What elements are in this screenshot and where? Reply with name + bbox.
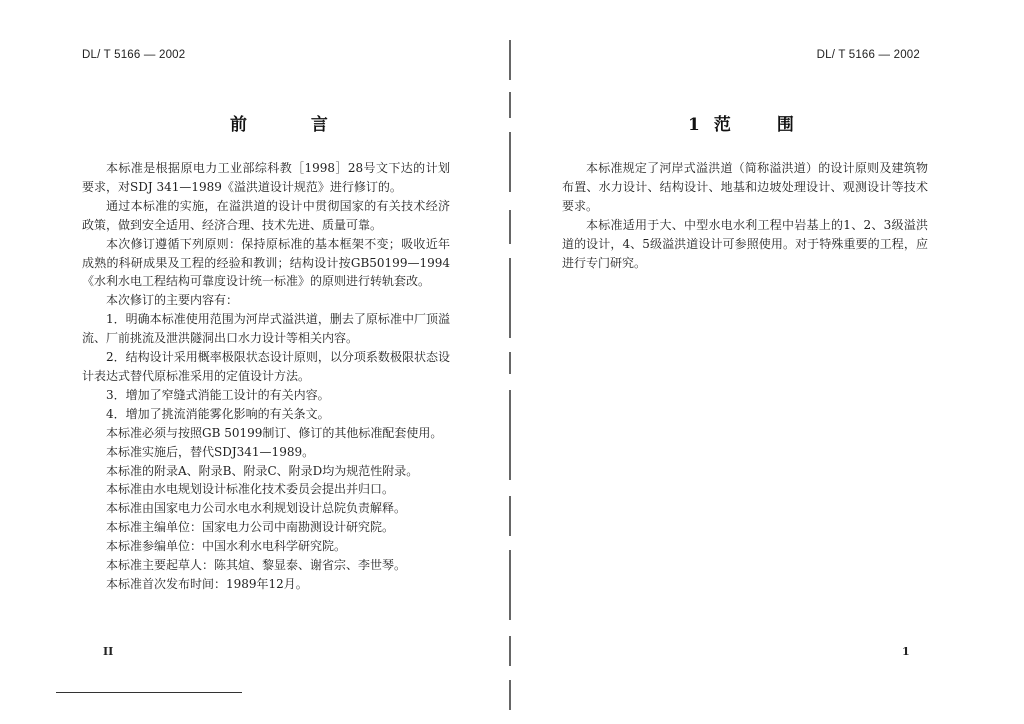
foreword-paragraph: 本标准必须与按照GB 50199制订、修订的其他标准配套使用。	[106, 425, 443, 440]
foreword-paragraph: 本标准由国家电力公司水电水利规划设计总院负责解释。	[106, 501, 407, 516]
section-number: 1	[688, 115, 700, 135]
scope-paragraph: 本标准规定了河岸式溢洪道（简称溢洪道）的设计原则及建筑物布置、水力设计、结构设计、地基和边坡处理设计、观测设计等技术要求。	[562, 161, 928, 213]
foreword-paragraph: 通过本标准的实施，在溢洪道的设计中贯彻国家的有关技术经济政策，做到安全适用、经济合理、技术先进、质量可靠。	[82, 198, 450, 232]
left-page-number: II	[103, 645, 114, 658]
foreword-paragraph: 本标准实施后，替代SDJ341—1989。	[106, 444, 315, 459]
right-page-number: 1	[902, 645, 910, 658]
section-title-word-2: 围	[776, 115, 794, 135]
foreword-paragraph: 本标准主要起草人：陈其煊、黎显泰、谢省宗、李世琴。	[106, 558, 407, 573]
foreword-paragraph: 本标准由水电规划设计标准化技术委员会提出并归口。	[106, 482, 395, 497]
foreword-paragraph: 本标准参编单位：中国水利水电科学研究院。	[106, 539, 347, 554]
scope-paragraph: 本标准适用于大、中型水电水利工程中岩基上的1、2、3级溢洪道的设计，4、5级溢洪道设计可参照使用。对于特殊重要的工程，应进行专门研究。	[562, 217, 928, 270]
foreword-paragraph: 本次修订遵循下列原则：保持原标准的基本框架不变；吸收近年成熟的科研成果及工程的经验和教训；结构设计按GB50199—1994《水利水电工程结构可靠度设计统一标准》的原则进行转轨套改。	[82, 236, 450, 289]
foreword-paragraph: 本标准是根据原电力工业部综科教［1998］28号文下达的计划要求，对SDJ 341—1989《溢洪道设计规范》进行修订的。	[82, 161, 450, 194]
left-page-title: 前 言	[230, 115, 328, 135]
footer-rule	[56, 692, 242, 693]
foreword-paragraph: 本标准的附录A、附录B、附录C、附录D均为规范性附录。	[106, 463, 419, 478]
foreword-list-item: 4．增加了挑流消能雾化影响的有关条文。	[106, 406, 330, 421]
foreword-list-item: 1．明确本标准使用范围为河岸式溢洪道，删去了原标准中厂顶溢流、厂前挑流及泄洪隧洞出口水力设计等相关内容。	[82, 312, 450, 346]
right-page-title	[688, 110, 794, 135]
foreword-paragraph: 本标准首次发布时间：1989年12月。	[106, 576, 308, 591]
right-page	[510, 0, 1024, 724]
foreword-list-item: 2．结构设计采用概率极限状态设计原则，以分项系数极限状态设计表达式替代原标准采用的定值设计方法。	[82, 350, 450, 383]
foreword-list-item: 3．增加了窄缝式消能工设计的有关内容。	[106, 387, 330, 402]
left-page	[0, 0, 510, 724]
section-title-word-1: 范	[713, 115, 731, 135]
left-header-standard-code: DL/ T 5166 — 2002	[82, 49, 186, 61]
right-header-standard-code: DL/ T 5166 — 2002	[816, 49, 920, 61]
scope-body	[562, 159, 928, 272]
foreword-paragraph: 本次修订的主要内容有：	[106, 293, 239, 308]
foreword-body	[82, 159, 450, 594]
foreword-paragraph: 本标准主编单位：国家电力公司中南勘测设计研究院。	[106, 520, 395, 535]
